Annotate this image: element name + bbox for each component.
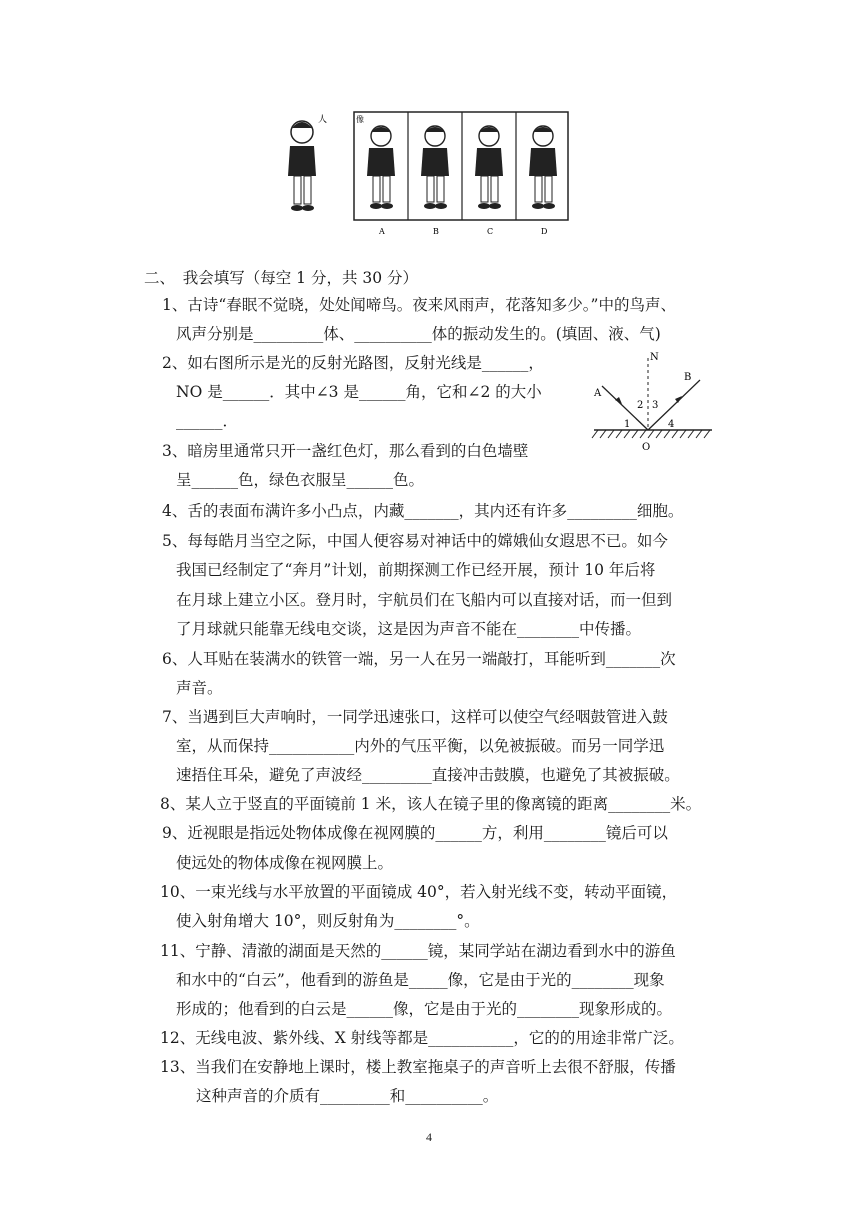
question-line: 风声分别是_________体、__________体的振动发生的。(填固、液、气) <box>176 325 661 343</box>
question-line: 了月球就只能靠无线电交谈，这是因为声音不能在________中传播。 <box>176 620 642 638</box>
mirror-image-figure <box>280 110 570 240</box>
question-line: 这种声音的介质有_________和__________。 <box>196 1087 499 1105</box>
page-number: 4 <box>426 1130 432 1144</box>
option-d-label: D <box>541 227 548 236</box>
question-line: 4、舌的表面布满许多小凸点，内藏_______，其内还有许多_________细胞。 <box>162 502 684 520</box>
question-line: 声音。 <box>176 679 223 697</box>
question-line: 使入射角增大 10°，则反射角为________°。 <box>176 912 480 930</box>
question-line: ______． <box>176 412 239 430</box>
origin-label: O <box>642 442 651 453</box>
image-option-a <box>367 126 395 209</box>
question-line: 11、宁静、清澈的湖面是天然的______镜，某同学站在湖边看到水中的游鱼 <box>160 942 676 960</box>
person-label: 人 <box>318 115 328 125</box>
question-line: 10、一束光线与水平放置的平面镜成 40°，若入射光线不变，转动平面镜， <box>160 883 678 901</box>
image-option-d <box>529 126 557 209</box>
image-option-b <box>421 126 449 209</box>
question-line: 我国已经制定了“奔月”计划，前期探测工作已经开展，预计 10 年后将 <box>176 561 656 579</box>
section-heading: 二、 我会填写（每空 1 分，共 30 分） <box>144 269 419 287</box>
question-line: 1、古诗“春眠不觉晓，处处闻啼鸟。夜来风雨声，花落知多少。”中的鸟声、 <box>162 296 676 314</box>
question-line: 室，从而保持___________内外的气压平衡，以免被振破。而另一同学迅 <box>176 737 665 755</box>
option-b-label: B <box>433 227 439 236</box>
ray-a-label: A <box>594 388 602 399</box>
question-line: 呈______色，绿色衣服呈______色。 <box>176 471 425 489</box>
question-line: 6、人耳贴在装满水的铁管一端，另一人在另一端敲打，耳能听到_______次 <box>162 650 676 668</box>
question-line: 2、如右图所示是光的反射光路图，反射光线是______， <box>162 354 544 372</box>
angle-1-label: 1 <box>624 419 631 430</box>
question-line: 9、近视眼是指远处物体成像在视网膜的______方，利用________镜后可以 <box>162 824 668 842</box>
question-line: 12、无线电波、紫外线、X 射线等都是___________，它的的用途非常广泛。 <box>160 1029 684 1047</box>
angle-4-label: 4 <box>668 419 675 430</box>
question-line: 和水中的“白云”，他看到的游鱼是_____像，它是由于光的________现象 <box>176 971 665 989</box>
ray-b-label: B <box>684 372 692 383</box>
question-line: 7、当遇到巨大声响时，一同学迅速张口，这样可以使空气经咽鼓管进入鼓 <box>162 708 668 726</box>
option-c-label: C <box>487 227 494 236</box>
question-line: 5、每每皓月当空之际，中国人便容易对神话中的嫦娥仙女遐思不已。如今 <box>162 532 668 550</box>
question-line: 8、某人立于竖直的平面镜前 1 米，该人在镜子里的像离镜的距离________米。 <box>160 795 702 813</box>
reflection-diagram <box>588 350 716 454</box>
image-label: 像 <box>356 115 364 124</box>
angle-3-label: 3 <box>652 400 659 411</box>
normal-label: N <box>650 352 659 363</box>
question-line: 形成的；他看到的白云是______像，它是由于光的________现象形成的。 <box>176 1000 673 1018</box>
image-option-c <box>475 126 503 209</box>
question-line: 3、暗房里通常只开一盏红色灯，那么看到的白色墙壁 <box>162 442 529 460</box>
person-figure <box>288 121 316 211</box>
angle-2-label: 2 <box>637 400 644 411</box>
question-line: 使远处的物体成像在视网膜上。 <box>176 854 394 872</box>
question-line: NO 是______．其中∠3 是______角，它和∠2 的大小 <box>176 383 542 401</box>
question-line: 在月球上建立小区。登月时，宇航员们在飞船内可以直接对话，而一但到 <box>176 591 673 609</box>
option-a-label: A <box>379 227 385 236</box>
question-line: 13、当我们在安静地上课时，楼上教室拖桌子的声音听上去很不舒服，传播 <box>160 1058 676 1076</box>
question-line: 速捂住耳朵，避免了声波经_________直接冲击鼓膜，也避免了其被振破。 <box>176 766 680 784</box>
